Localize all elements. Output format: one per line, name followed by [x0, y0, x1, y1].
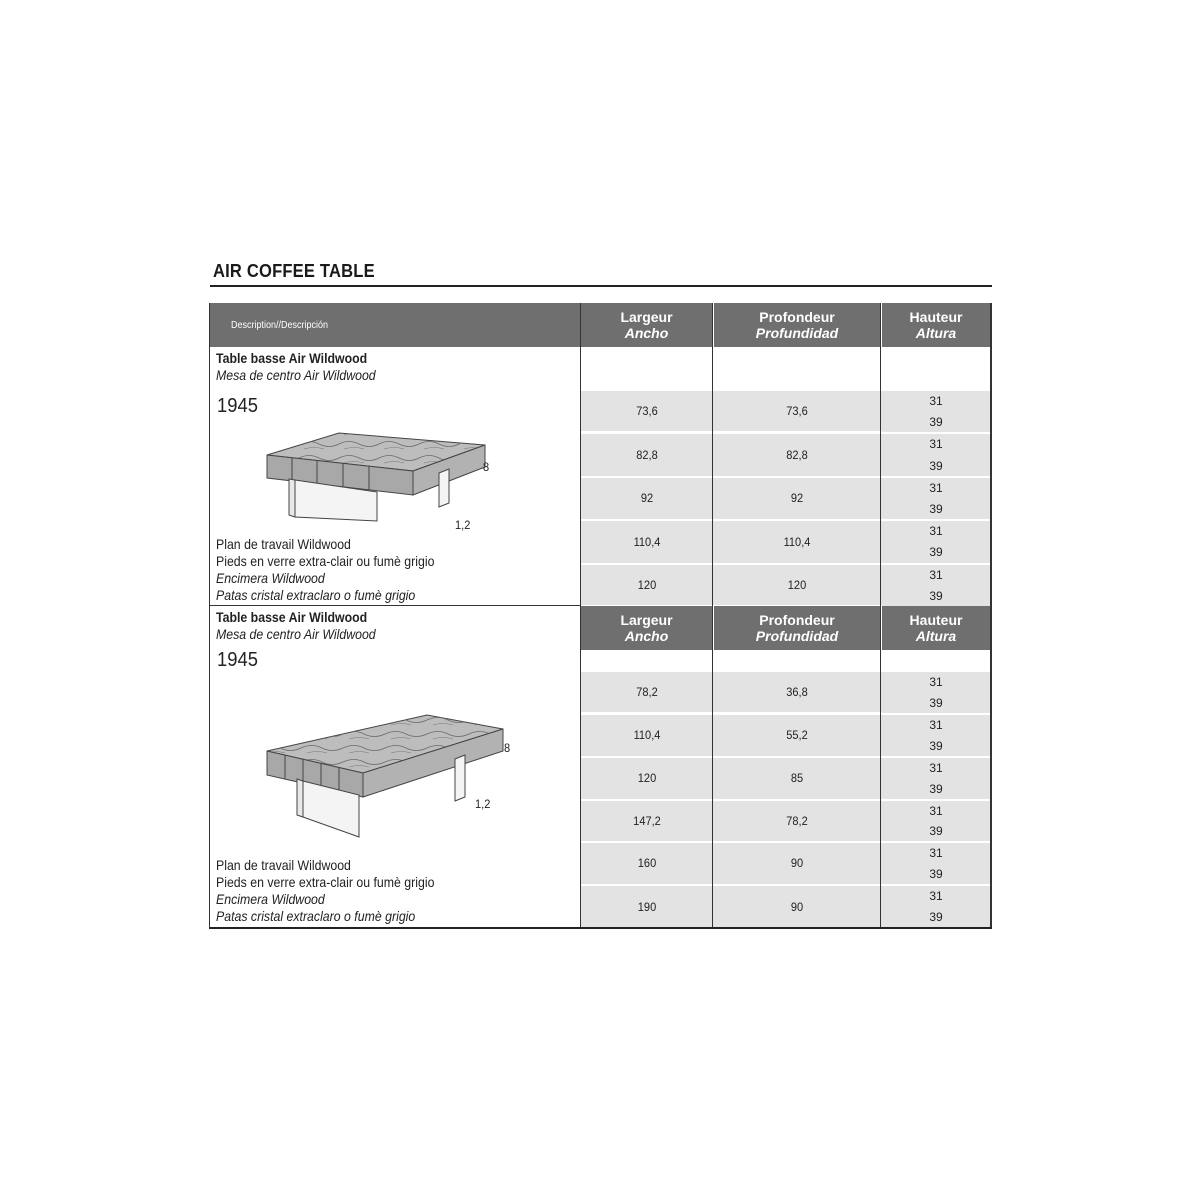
header-depth-es: Profundidad [755, 325, 839, 341]
height-value: 31 [882, 672, 990, 692]
note-line: Plan de travail Wildwood [216, 857, 351, 873]
height-value: 39 [882, 586, 990, 606]
header2-height-fr: Hauteur [909, 612, 963, 628]
height-value: 31 [882, 521, 990, 541]
width-value: 190 [637, 900, 657, 914]
depth-value: 85 [790, 771, 804, 785]
depth-value: 55,2 [786, 728, 808, 742]
width-value: 82,8 [636, 448, 658, 462]
header-description-label: Description//Descripción [231, 320, 329, 331]
height-value: 39 [882, 864, 990, 884]
depth-value: 120 [787, 578, 807, 592]
title-rule [210, 285, 992, 287]
leg-thickness-label: 1,2 [475, 797, 491, 811]
width-value: 160 [637, 856, 657, 870]
section-divider [209, 605, 581, 606]
header-depth-fr: Profondeur [759, 309, 835, 325]
header-height-fr: Hauteur [909, 309, 963, 325]
width-value: 73,6 [636, 404, 658, 418]
height-value: 39 [882, 821, 990, 841]
column-divider [580, 303, 581, 929]
note-line: Pieds en verre extra-clair ou fumè grigio [216, 553, 435, 569]
header-depth [714, 303, 880, 347]
depth-value: 36,8 [786, 685, 808, 699]
leg-thickness-label: 1,2 [455, 518, 471, 532]
header2-depth-es: Profundidad [755, 628, 839, 644]
height-value: 31 [882, 758, 990, 778]
header-width-es: Ancho [624, 325, 669, 341]
width-value: 92 [640, 491, 654, 505]
note-line: Encimera Wildwood [216, 891, 325, 907]
width-value: 110,4 [633, 535, 661, 549]
top-thickness-label: 8 [483, 460, 490, 474]
depth-value: 78,2 [786, 814, 808, 828]
product-notes [216, 857, 434, 925]
header2-height [882, 606, 990, 650]
height-value: 31 [882, 478, 990, 498]
spec-table [209, 303, 992, 929]
height-value: 31 [882, 434, 990, 454]
column-divider [880, 303, 881, 929]
width-value: 120 [637, 771, 657, 785]
product-name: Table basse Air Wildwood [216, 609, 368, 625]
depth-value: 82,8 [786, 448, 808, 462]
height-value: 39 [882, 907, 990, 927]
product-name-es: Mesa de centro Air Wildwood [216, 367, 376, 383]
width-value: 110,4 [633, 728, 661, 742]
table-illustration-square [259, 423, 489, 533]
depth-value: 92 [790, 491, 804, 505]
header-width-fr: Largeur [620, 309, 673, 325]
depth-value: 90 [790, 900, 804, 914]
table-border-bottom [209, 927, 992, 929]
header2-width [581, 606, 712, 650]
depth-value: 110,4 [783, 535, 811, 549]
height-value: 39 [882, 779, 990, 799]
product-name-es: Mesa de centro Air Wildwood [216, 626, 376, 642]
column-divider [712, 303, 713, 929]
page-title: AIR COFFEE TABLE [213, 261, 375, 281]
note-line: Encimera Wildwood [216, 570, 325, 586]
table-border-right [990, 303, 992, 929]
header2-height-es: Altura [915, 628, 957, 644]
height-value: 39 [882, 456, 990, 476]
height-value: 31 [882, 801, 990, 821]
note-line: Patas cristal extraclaro o fumè grigio [216, 587, 416, 603]
header-height [882, 303, 990, 347]
width-value: 78,2 [636, 685, 658, 699]
top-thickness-label: 8 [504, 741, 511, 755]
header-description [209, 303, 580, 347]
product-description [216, 350, 376, 384]
depth-value: 73,6 [786, 404, 808, 418]
height-value: 31 [882, 565, 990, 585]
height-value: 39 [882, 693, 990, 713]
table-border-left [209, 303, 210, 929]
height-value: 39 [882, 736, 990, 756]
product-code: 1945 [217, 395, 258, 417]
width-value: 120 [637, 578, 657, 592]
header2-depth-fr: Profondeur [759, 612, 835, 628]
note-line: Pieds en verre extra-clair ou fumè grigio [216, 874, 435, 890]
height-value: 31 [882, 886, 990, 906]
height-value: 31 [882, 391, 990, 411]
height-value: 31 [882, 715, 990, 735]
height-value: 31 [882, 843, 990, 863]
note-line: Patas cristal extraclaro o fumè grigio [216, 908, 416, 924]
note-line: Plan de travail Wildwood [216, 536, 351, 552]
table-illustration-rectangular [259, 713, 519, 843]
header-width [581, 303, 712, 347]
height-value: 39 [882, 412, 990, 432]
height-value: 39 [882, 542, 990, 562]
depth-value: 90 [790, 856, 804, 870]
product-description [216, 609, 376, 643]
height-value: 39 [882, 499, 990, 519]
header2-width-fr: Largeur [620, 612, 673, 628]
header-height-es: Altura [915, 325, 957, 341]
product-code: 1945 [217, 649, 258, 671]
width-value: 147,2 [633, 814, 661, 828]
header2-depth [714, 606, 880, 650]
product-name: Table basse Air Wildwood [216, 350, 368, 366]
header2-width-es: Ancho [624, 628, 669, 644]
product-notes [216, 536, 434, 604]
